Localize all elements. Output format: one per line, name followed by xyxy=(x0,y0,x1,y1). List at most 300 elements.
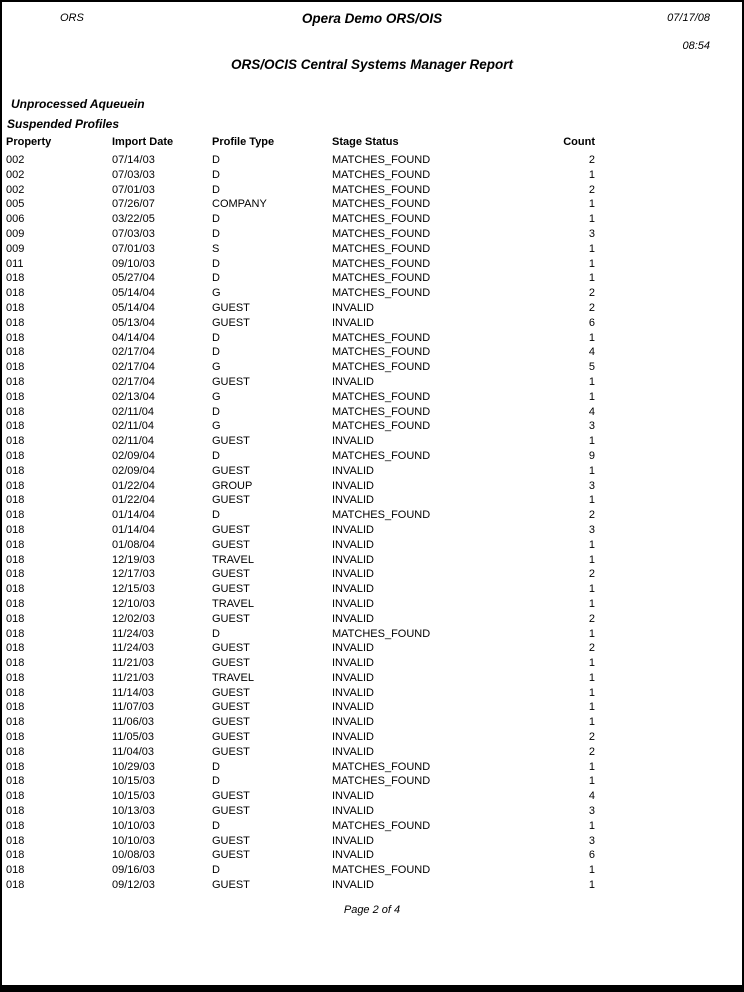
cell-import-date: 03/22/05 xyxy=(112,213,155,226)
cell-count: 6 xyxy=(588,316,595,329)
cell-import-date: 02/17/04 xyxy=(112,361,155,374)
cell-property: 018 xyxy=(6,879,25,892)
cell-stage-status: INVALID xyxy=(332,879,374,892)
cell-import-date: 07/01/03 xyxy=(112,242,155,255)
cell-count: 1 xyxy=(588,686,595,699)
table-row xyxy=(2,242,742,257)
cell-profile-type: GUEST xyxy=(212,523,250,536)
cell-stage-status: MATCHES_FOUND xyxy=(332,405,431,418)
cell-count: 2 xyxy=(588,731,595,744)
table-body xyxy=(2,153,742,893)
table-row xyxy=(2,183,742,198)
cell-import-date: 02/09/04 xyxy=(112,449,155,462)
cell-property: 018 xyxy=(6,805,25,818)
cell-count: 1 xyxy=(588,257,595,270)
cell-import-date: 01/14/04 xyxy=(112,509,155,522)
table-row xyxy=(2,345,742,360)
cell-import-date: 11/24/03 xyxy=(112,642,155,655)
table-row xyxy=(2,508,742,523)
cell-profile-type: D xyxy=(212,819,220,832)
cell-profile-type: GUEST xyxy=(212,716,250,729)
cell-stage-status: MATCHES_FOUND xyxy=(332,168,431,181)
report-date: 07/17/08 xyxy=(667,12,710,24)
cell-profile-type: GUEST xyxy=(212,612,250,625)
table-row xyxy=(2,197,742,212)
table-row xyxy=(2,479,742,494)
cell-count: 3 xyxy=(588,227,595,240)
cell-import-date: 04/14/04 xyxy=(112,331,155,344)
cell-profile-type: GUEST xyxy=(212,790,250,803)
cell-import-date: 01/08/04 xyxy=(112,538,155,551)
cell-stage-status: INVALID xyxy=(332,523,374,536)
cell-profile-type: GUEST xyxy=(212,879,250,892)
cell-stage-status: INVALID xyxy=(332,642,374,655)
cell-stage-status: INVALID xyxy=(332,745,374,758)
cell-count: 2 xyxy=(588,154,595,166)
cell-import-date: 02/17/04 xyxy=(112,375,155,388)
cell-stage-status: MATCHES_FOUND xyxy=(332,183,431,196)
section-heading-suspended-profiles: Suspended Profiles xyxy=(7,117,120,131)
cell-stage-status: INVALID xyxy=(332,597,374,610)
cell-import-date: 12/02/03 xyxy=(112,612,155,625)
cell-stage-status: INVALID xyxy=(332,583,374,596)
cell-property: 018 xyxy=(6,775,25,788)
cell-profile-type: TRAVEL xyxy=(212,597,254,610)
table-row xyxy=(2,419,742,434)
cell-import-date: 02/11/04 xyxy=(112,435,155,448)
section-heading-unprocessed-aqueuein: Unprocessed Aqueuein xyxy=(11,97,145,111)
cell-profile-type: G xyxy=(212,361,221,374)
cell-profile-type: GUEST xyxy=(212,301,250,314)
cell-property: 018 xyxy=(6,538,25,551)
cell-property: 018 xyxy=(6,612,25,625)
cell-count: 1 xyxy=(588,168,595,181)
cell-stage-status: INVALID xyxy=(332,790,374,803)
cell-count: 1 xyxy=(588,390,595,403)
cell-count: 1 xyxy=(588,597,595,610)
cell-count: 1 xyxy=(588,553,595,566)
cell-count: 1 xyxy=(588,627,595,640)
cell-import-date: 07/03/03 xyxy=(112,227,155,240)
cell-import-date: 02/17/04 xyxy=(112,346,155,359)
cell-profile-type: G xyxy=(212,420,221,433)
cell-import-date: 07/26/07 xyxy=(112,198,155,211)
cell-import-date: 05/14/04 xyxy=(112,287,155,300)
cell-profile-type: D xyxy=(212,346,220,359)
cell-stage-status: INVALID xyxy=(332,479,374,492)
cell-import-date: 02/11/04 xyxy=(112,420,155,433)
cell-profile-type: GUEST xyxy=(212,494,250,507)
cell-property: 018 xyxy=(6,834,25,847)
cell-stage-status: INVALID xyxy=(332,494,374,507)
cell-property: 018 xyxy=(6,627,25,640)
column-header-import-date: Import Date xyxy=(112,136,174,148)
cell-count: 2 xyxy=(588,568,595,581)
cell-profile-type: G xyxy=(212,390,221,403)
cell-profile-type: GUEST xyxy=(212,701,250,714)
cell-count: 3 xyxy=(588,523,595,536)
table-row xyxy=(2,449,742,464)
cell-property: 002 xyxy=(6,154,25,166)
cell-stage-status: INVALID xyxy=(332,568,374,581)
cell-profile-type: D xyxy=(212,272,220,285)
cell-count: 1 xyxy=(588,775,595,788)
table-row xyxy=(2,271,742,286)
cell-property: 018 xyxy=(6,405,25,418)
table-row xyxy=(2,730,742,745)
cell-count: 1 xyxy=(588,760,595,773)
table-row xyxy=(2,878,742,893)
cell-import-date: 07/01/03 xyxy=(112,183,155,196)
cell-count: 3 xyxy=(588,805,595,818)
cell-count: 2 xyxy=(588,642,595,655)
cell-property: 018 xyxy=(6,790,25,803)
cell-property: 006 xyxy=(6,213,25,226)
table-row xyxy=(2,523,742,538)
cell-count: 1 xyxy=(588,819,595,832)
cell-count: 2 xyxy=(588,183,595,196)
cell-count: 1 xyxy=(588,716,595,729)
table-row xyxy=(2,656,742,671)
cell-stage-status: MATCHES_FOUND xyxy=(332,154,431,166)
cell-import-date: 10/10/03 xyxy=(112,834,155,847)
table-row xyxy=(2,789,742,804)
cell-profile-type: GUEST xyxy=(212,731,250,744)
cell-count: 1 xyxy=(588,671,595,684)
table-row xyxy=(2,375,742,390)
cell-property: 002 xyxy=(6,168,25,181)
table-row xyxy=(2,863,742,878)
cell-import-date: 01/22/04 xyxy=(112,479,155,492)
report-code: ORS xyxy=(60,12,84,24)
cell-stage-status: INVALID xyxy=(332,553,374,566)
cell-stage-status: MATCHES_FOUND xyxy=(332,509,431,522)
cell-count: 3 xyxy=(588,420,595,433)
table-row xyxy=(2,464,742,479)
cell-property: 018 xyxy=(6,316,25,329)
cell-property: 018 xyxy=(6,390,25,403)
cell-property: 018 xyxy=(6,435,25,448)
cell-stage-status: MATCHES_FOUND xyxy=(332,627,431,640)
cell-import-date: 10/10/03 xyxy=(112,819,155,832)
page-number-footer: Page 2 of 4 xyxy=(343,904,401,916)
table-row xyxy=(2,582,742,597)
cell-profile-type: GUEST xyxy=(212,657,250,670)
cell-stage-status: INVALID xyxy=(332,686,374,699)
cell-property: 018 xyxy=(6,864,25,877)
cell-count: 1 xyxy=(588,198,595,211)
table-row xyxy=(2,390,742,405)
cell-profile-type: D xyxy=(212,168,220,181)
cell-profile-type: GUEST xyxy=(212,805,250,818)
cell-count: 2 xyxy=(588,287,595,300)
cell-stage-status: INVALID xyxy=(332,612,374,625)
table-row xyxy=(2,405,742,420)
cell-profile-type: GUEST xyxy=(212,642,250,655)
cell-profile-type: D xyxy=(212,405,220,418)
cell-profile-type: GUEST xyxy=(212,316,250,329)
table-row xyxy=(2,316,742,331)
table-row xyxy=(2,671,742,686)
cell-import-date: 11/21/03 xyxy=(112,657,155,670)
column-header-count: Count xyxy=(563,136,595,148)
cell-import-date: 07/14/03 xyxy=(112,154,155,166)
cell-import-date: 01/22/04 xyxy=(112,494,155,507)
cell-profile-type: GUEST xyxy=(212,375,250,388)
table-row xyxy=(2,700,742,715)
report-title: ORS/OCIS Central Systems Manager Report xyxy=(230,57,514,72)
cell-property: 018 xyxy=(6,657,25,670)
app-title: Opera Demo ORS/OIS xyxy=(301,11,443,26)
cell-profile-type: GUEST xyxy=(212,686,250,699)
cell-count: 1 xyxy=(588,331,595,344)
cell-stage-status: INVALID xyxy=(332,731,374,744)
cell-count: 2 xyxy=(588,745,595,758)
cell-count: 1 xyxy=(588,879,595,892)
table-row xyxy=(2,597,742,612)
table-row xyxy=(2,257,742,272)
cell-profile-type: D xyxy=(212,213,220,226)
cell-property: 018 xyxy=(6,701,25,714)
table-row xyxy=(2,760,742,775)
cell-profile-type: GUEST xyxy=(212,745,250,758)
cell-stage-status: MATCHES_FOUND xyxy=(332,819,431,832)
cell-stage-status: MATCHES_FOUND xyxy=(332,227,431,240)
cell-stage-status: INVALID xyxy=(332,316,374,329)
cell-count: 4 xyxy=(588,405,595,418)
cell-property: 018 xyxy=(6,420,25,433)
cell-stage-status: INVALID xyxy=(332,657,374,670)
cell-import-date: 05/13/04 xyxy=(112,316,155,329)
cell-import-date: 11/06/03 xyxy=(112,716,155,729)
cell-import-date: 11/24/03 xyxy=(112,627,155,640)
cell-count: 3 xyxy=(588,834,595,847)
cell-stage-status: MATCHES_FOUND xyxy=(332,272,431,285)
table-row xyxy=(2,153,742,168)
cell-property: 018 xyxy=(6,301,25,314)
table-row xyxy=(2,168,742,183)
cell-import-date: 02/11/04 xyxy=(112,405,155,418)
table-row xyxy=(2,493,742,508)
table-row xyxy=(2,745,742,760)
cell-property: 018 xyxy=(6,464,25,477)
cell-property: 018 xyxy=(6,583,25,596)
cell-profile-type: D xyxy=(212,183,220,196)
cell-count: 2 xyxy=(588,612,595,625)
table-row xyxy=(2,360,742,375)
report-time: 08:54 xyxy=(682,40,710,52)
cell-property: 018 xyxy=(6,494,25,507)
cell-stage-status: MATCHES_FOUND xyxy=(332,361,431,374)
cell-profile-type: GUEST xyxy=(212,568,250,581)
cell-count: 2 xyxy=(588,301,595,314)
cell-property: 009 xyxy=(6,227,25,240)
column-header-property: Property xyxy=(6,136,52,148)
cell-profile-type: D xyxy=(212,331,220,344)
cell-count: 9 xyxy=(588,449,595,462)
table-row xyxy=(2,286,742,301)
cell-import-date: 12/19/03 xyxy=(112,553,155,566)
cell-count: 1 xyxy=(588,375,595,388)
cell-import-date: 10/08/03 xyxy=(112,849,155,862)
cell-stage-status: INVALID xyxy=(332,849,374,862)
cell-count: 5 xyxy=(588,361,595,374)
table-row xyxy=(2,553,742,568)
cell-profile-type: TRAVEL xyxy=(212,553,254,566)
cell-profile-type: GUEST xyxy=(212,834,250,847)
cell-import-date: 07/03/03 xyxy=(112,168,155,181)
cell-import-date: 02/09/04 xyxy=(112,464,155,477)
cell-import-date: 11/05/03 xyxy=(112,731,155,744)
cell-property: 009 xyxy=(6,242,25,255)
cell-property: 018 xyxy=(6,346,25,359)
cell-profile-type: D xyxy=(212,775,220,788)
table-row xyxy=(2,227,742,242)
cell-profile-type: GROUP xyxy=(212,479,253,492)
cell-count: 4 xyxy=(588,346,595,359)
cell-profile-type: D xyxy=(212,509,220,522)
cell-property: 018 xyxy=(6,479,25,492)
table-row xyxy=(2,774,742,789)
table-row xyxy=(2,848,742,863)
table-row xyxy=(2,819,742,834)
table-row xyxy=(2,627,742,642)
cell-property: 018 xyxy=(6,331,25,344)
cell-property: 018 xyxy=(6,819,25,832)
cell-profile-type: GUEST xyxy=(212,464,250,477)
cell-property: 018 xyxy=(6,375,25,388)
cell-profile-type: D xyxy=(212,627,220,640)
table-row xyxy=(2,567,742,582)
cell-profile-type: D xyxy=(212,227,220,240)
cell-stage-status: MATCHES_FOUND xyxy=(332,420,431,433)
cell-profile-type: GUEST xyxy=(212,583,250,596)
cell-property: 018 xyxy=(6,671,25,684)
table-row xyxy=(2,538,742,553)
cell-stage-status: INVALID xyxy=(332,301,374,314)
cell-stage-status: INVALID xyxy=(332,805,374,818)
table-row xyxy=(2,612,742,627)
cell-stage-status: INVALID xyxy=(332,435,374,448)
cell-count: 3 xyxy=(588,479,595,492)
cell-stage-status: MATCHES_FOUND xyxy=(332,864,431,877)
cell-count: 1 xyxy=(588,213,595,226)
cell-property: 018 xyxy=(6,361,25,374)
cell-profile-type: S xyxy=(212,242,220,255)
cell-stage-status: INVALID xyxy=(332,716,374,729)
table-row xyxy=(2,715,742,730)
cell-stage-status: MATCHES_FOUND xyxy=(332,775,431,788)
cell-stage-status: MATCHES_FOUND xyxy=(332,213,431,226)
cell-import-date: 05/27/04 xyxy=(112,272,155,285)
cell-stage-status: MATCHES_FOUND xyxy=(332,346,431,359)
cell-count: 1 xyxy=(588,583,595,596)
cell-import-date: 10/15/03 xyxy=(112,790,155,803)
cell-import-date: 09/16/03 xyxy=(112,864,155,877)
cell-import-date: 12/17/03 xyxy=(112,568,155,581)
cell-import-date: 01/14/04 xyxy=(112,523,155,536)
cell-import-date: 11/07/03 xyxy=(112,701,155,714)
cell-import-date: 10/13/03 xyxy=(112,805,155,818)
cell-count: 1 xyxy=(588,494,595,507)
cell-property: 018 xyxy=(6,686,25,699)
cell-property: 018 xyxy=(6,642,25,655)
cell-stage-status: INVALID xyxy=(332,464,374,477)
cell-count: 4 xyxy=(588,790,595,803)
table-row xyxy=(2,641,742,656)
table-row xyxy=(2,804,742,819)
cell-property: 018 xyxy=(6,597,25,610)
cell-profile-type: GUEST xyxy=(212,849,250,862)
table-header-row xyxy=(2,136,742,152)
cell-profile-type: D xyxy=(212,864,220,877)
cell-property: 018 xyxy=(6,523,25,536)
cell-profile-type: D xyxy=(212,154,220,166)
cell-stage-status: INVALID xyxy=(332,375,374,388)
cell-count: 1 xyxy=(588,464,595,477)
cell-stage-status: MATCHES_FOUND xyxy=(332,760,431,773)
cell-import-date: 11/04/03 xyxy=(112,745,155,758)
cell-profile-type: TRAVEL xyxy=(212,671,254,684)
cell-property: 018 xyxy=(6,449,25,462)
cell-stage-status: MATCHES_FOUND xyxy=(332,198,431,211)
cell-profile-type: GUEST xyxy=(212,435,250,448)
cell-count: 2 xyxy=(588,509,595,522)
cell-count: 6 xyxy=(588,849,595,862)
cell-stage-status: MATCHES_FOUND xyxy=(332,390,431,403)
cell-property: 018 xyxy=(6,716,25,729)
cell-stage-status: MATCHES_FOUND xyxy=(332,287,431,300)
cell-property: 018 xyxy=(6,849,25,862)
table-row xyxy=(2,212,742,227)
cell-profile-type: G xyxy=(212,287,221,300)
cell-stage-status: MATCHES_FOUND xyxy=(332,449,431,462)
cell-stage-status: MATCHES_FOUND xyxy=(332,331,431,344)
cell-import-date: 10/15/03 xyxy=(112,775,155,788)
cell-count: 1 xyxy=(588,435,595,448)
cell-property: 018 xyxy=(6,568,25,581)
cell-property: 018 xyxy=(6,287,25,300)
cell-count: 1 xyxy=(588,701,595,714)
table-row xyxy=(2,686,742,701)
cell-import-date: 11/14/03 xyxy=(112,686,155,699)
cell-property: 011 xyxy=(6,257,24,270)
cell-import-date: 09/12/03 xyxy=(112,879,155,892)
cell-profile-type: D xyxy=(212,257,220,270)
cell-stage-status: INVALID xyxy=(332,538,374,551)
cell-count: 1 xyxy=(588,242,595,255)
cell-count: 1 xyxy=(588,538,595,551)
cell-property: 018 xyxy=(6,731,25,744)
cell-import-date: 12/10/03 xyxy=(112,597,155,610)
cell-property: 018 xyxy=(6,745,25,758)
cell-property: 005 xyxy=(6,198,25,211)
cell-profile-type: D xyxy=(212,449,220,462)
table-row xyxy=(2,434,742,449)
cell-count: 1 xyxy=(588,657,595,670)
table-row xyxy=(2,331,742,346)
cell-property: 018 xyxy=(6,272,25,285)
table-row xyxy=(2,834,742,849)
cell-stage-status: INVALID xyxy=(332,701,374,714)
cell-property: 018 xyxy=(6,509,25,522)
cell-stage-status: MATCHES_FOUND xyxy=(332,242,431,255)
cell-import-date: 05/14/04 xyxy=(112,301,155,314)
cell-import-date: 09/10/03 xyxy=(112,257,155,270)
cell-profile-type: D xyxy=(212,760,220,773)
cell-property: 018 xyxy=(6,553,25,566)
cell-stage-status: INVALID xyxy=(332,834,374,847)
